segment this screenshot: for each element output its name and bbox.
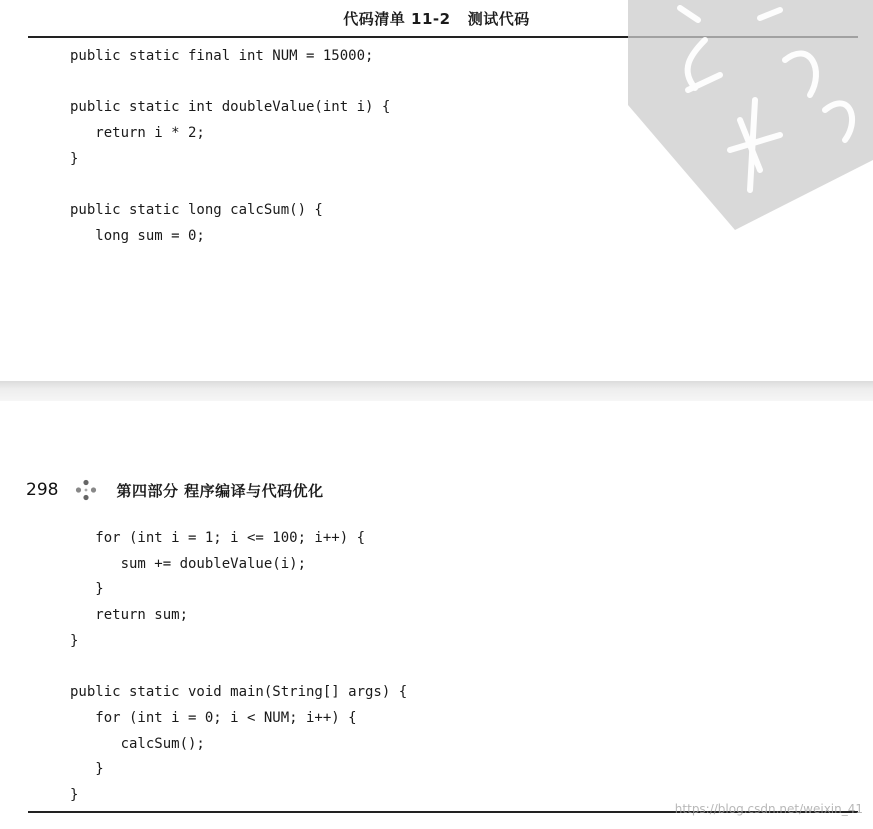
code-line: } xyxy=(70,761,104,778)
code-line: public static long calcSum() { xyxy=(70,202,323,219)
code-block-top xyxy=(70,44,390,250)
code-line: calcSum(); xyxy=(70,735,205,752)
listing-title: 代码清单 11-2 测试代码 xyxy=(343,10,530,28)
page-number: 298 xyxy=(26,480,59,500)
code-line: } xyxy=(70,150,79,167)
code-line: public static final int NUM = 15000; xyxy=(70,48,374,64)
blog-url-watermark: https://blog.csdn.net/weixin_41 xyxy=(674,802,863,816)
bottom-page xyxy=(0,401,873,829)
running-header xyxy=(26,477,324,503)
code-line: } xyxy=(70,632,79,649)
code-line: for (int i = 1; i <= 100; i++) { xyxy=(70,530,366,546)
page-separator xyxy=(0,381,873,401)
code-line: for (int i = 0; i < NUM; i++) { xyxy=(70,709,357,726)
code-line: public static int doubleValue(int i) { xyxy=(70,99,391,116)
code-line: } xyxy=(70,787,79,804)
top-page xyxy=(0,0,873,381)
code-line: } xyxy=(70,581,104,598)
ornament-icon xyxy=(74,478,98,502)
listing-top-rule xyxy=(28,36,858,38)
section-title: 第四部分 程序编译与代码优化 xyxy=(116,481,324,500)
code-line: long sum = 0; xyxy=(70,227,205,244)
seal-stamp-icon xyxy=(610,0,873,230)
code-line: sum += doubleValue(i); xyxy=(70,555,307,572)
code-block-bottom xyxy=(70,526,407,809)
code-line: return sum; xyxy=(70,607,189,624)
code-line: return i * 2; xyxy=(70,125,205,142)
code-line: public static void main(String[] args) { xyxy=(70,684,408,701)
